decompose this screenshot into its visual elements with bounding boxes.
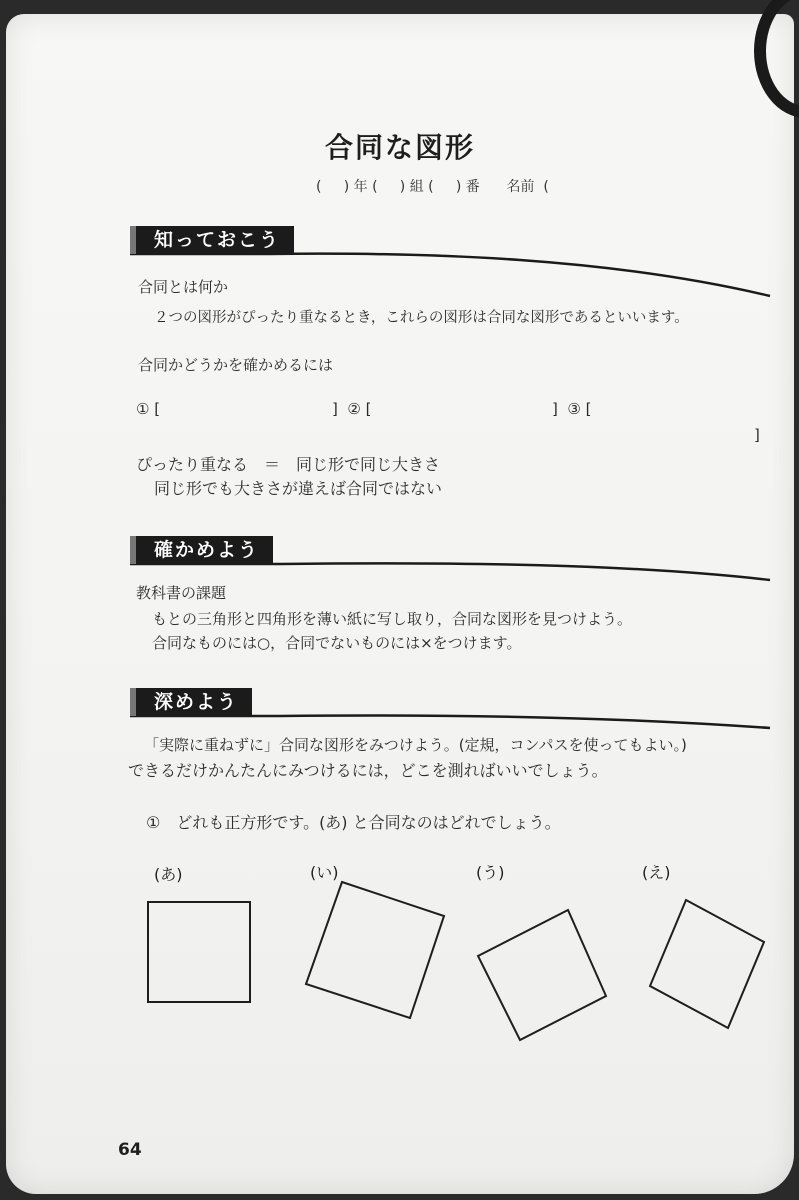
check-subtitle: 教科書の課題 <box>136 584 227 602</box>
label-a: (あ) <box>154 865 183 884</box>
deepen-line-1: 「実際に重ねずに」合同な図形をみつけよう。(定規，コンパスを使ってもよい。) <box>144 736 687 754</box>
section-know-title: 知っておこう <box>130 226 294 254</box>
blank-3-open: ] ③ [ <box>552 400 592 418</box>
deepen-line-2: できるだけかんたんにみつけるには，どこを測ればいいでしょう。 <box>128 761 608 780</box>
label-i: (い) <box>310 863 339 882</box>
label-u: (う) <box>476 863 505 882</box>
deepen-question-1: ① どれも正方形です。(あ) と合同なのはどれでしょう。 <box>146 813 561 832</box>
rule-line-1: ぴったり重なる ＝ 同じ形で同じ大きさ <box>136 455 441 474</box>
know-question-2: 合同かどうかを確かめるには <box>138 356 334 374</box>
page-title: 合同な図形 <box>324 131 475 164</box>
check-line-1: もとの三角形と四角形を薄い紙に写し取り，合同な図形を見つけよう。 <box>152 610 633 628</box>
blank-2-open: ] ② [ <box>332 400 372 418</box>
square-u <box>478 910 606 1040</box>
section-check-title: 確かめよう <box>130 536 273 564</box>
section-deepen-title: 深めよう <box>130 688 252 716</box>
know-question-1: 合同とは何か <box>138 278 229 296</box>
page-number: 64 <box>118 1140 142 1160</box>
square-e <box>650 900 764 1028</box>
know-answer-1: ２つの図形がぴったり重なるとき，これらの図形は合同な図形であるといいます。 <box>154 310 689 326</box>
blank-1-open: ① [ <box>136 400 161 418</box>
label-e: (え) <box>642 863 671 882</box>
worksheet-page <box>6 14 794 1194</box>
squares-figure <box>6 14 794 1194</box>
blank-3-close: ] <box>754 426 760 444</box>
check-line-2: 合同なものには○，合同でないものには×をつけます。 <box>152 634 522 652</box>
student-info-line: ( ) 年 ( ) 組 ( ) 番 名前 ( <box>316 179 549 195</box>
square-i <box>306 882 444 1018</box>
rule-line-2: 同じ形でも大きさが違えば合同ではない <box>154 479 443 498</box>
square-a <box>148 902 250 1002</box>
